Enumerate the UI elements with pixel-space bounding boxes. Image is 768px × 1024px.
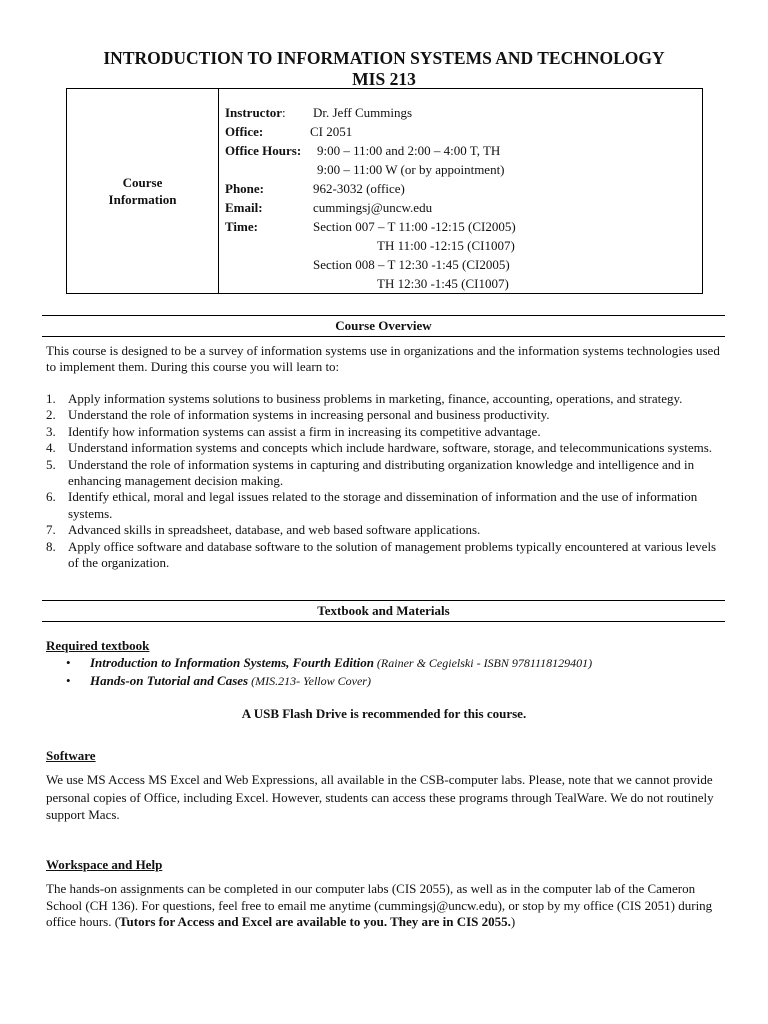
- section-heading-course-overview: Course Overview: [42, 315, 725, 337]
- usb-recommendation: A USB Flash Drive is recommended for this course.: [241, 706, 527, 721]
- course-information-label: Course Information: [67, 89, 219, 293]
- workspace-help-heading: Workspace and Help: [46, 857, 163, 872]
- list-item: 3. Identify how information systems can assist a firm in increasing its competitive advantage.: [46, 423, 541, 439]
- list-item: • Hands-on Tutorial and Cases (MIS.213- Yellow Cover): [66, 673, 371, 688]
- list-item: 1. Apply information systems solutions to business problems in marketing, finance, accounting, operations, and strategy.: [46, 391, 683, 406]
- course-code: MIS 213: [352, 69, 416, 89]
- list-item: 2. Understand the role of information systems in increasing personal and business productivity.: [46, 407, 550, 423]
- software-heading: Software: [46, 748, 96, 763]
- textbook-list: [66, 654, 726, 690]
- required-textbook-heading: Required textbook: [46, 638, 150, 653]
- software-text: We use MS Access MS Excel and Web Expressions, all available in the CSB-computer labs. Please, note that we cannot provide personal copies of Office, including Excel. However, students can access these programs through TealWare. We do not routinely support Macs.: [46, 772, 714, 822]
- list-item: 4. Understand information systems and concepts which include hardware, software, storage, and telecommunications systems.: [46, 440, 713, 456]
- learning-objectives-list: [46, 391, 726, 571]
- workspace-help-text: The hands-on assignments can be completed in our computer labs (CIS 2055), as well as in the computer lab of the Cameron School (CH 136). For questions, feel free to email me anytime (cummingsj@uncw.edu), or stop by my office (CIS 2051) during office hours. (Tutors for Access and Excel are available to you. They are in CIS 2055.): [46, 881, 713, 929]
- overview-intro: This course is designed to be a survey of information systems use in organizations and the information systems technologies used to implement them. During this course you will learn to:: [46, 343, 720, 374]
- list-item: • Introduction to Information Systems, Fourth Edition (Rainer & Cegielski - ISBN 9781118129401): [66, 655, 593, 670]
- list-item: 5. Understand the role of information systems in capturing and distributing organization knowledge and intelligence and in enhancing management decision making.: [46, 456, 695, 489]
- list-item: 8. Apply office software and database software to the solution of management problems typically encountered at various levels of the organization.: [46, 538, 717, 571]
- list-item: 6. Identify ethical, moral and legal issues related to the storage and dissemination of information and the use of information systems.: [46, 489, 698, 521]
- course-information-box: Course Information Instructor: Dr. Jeff Cummings Office: CI 2051 Office Hours: 9:00 – 11:00 and 2:00 – 4:00 T, TH 9:00 – 11:00 W (or by appointment) Phone: 962-3032 (office) Email: cummingsj@uncw.edu Time: Section 007 – T 11:00 -12:15 (CI2005) TH 11:00 -12:15 (CI1007) Section 008 – T 12:30 -1:45 (CI2005) TH 12:30 -1:45 (CI1007): [66, 88, 703, 294]
- document-title: INTRODUCTION TO INFORMATION SYSTEMS AND TECHNOLOGY: [103, 48, 665, 68]
- section-heading-textbook-materials: Textbook and Materials: [42, 600, 725, 622]
- list-item: 7. Advanced skills in spreadsheet, database, and web based software applications.: [46, 522, 481, 538]
